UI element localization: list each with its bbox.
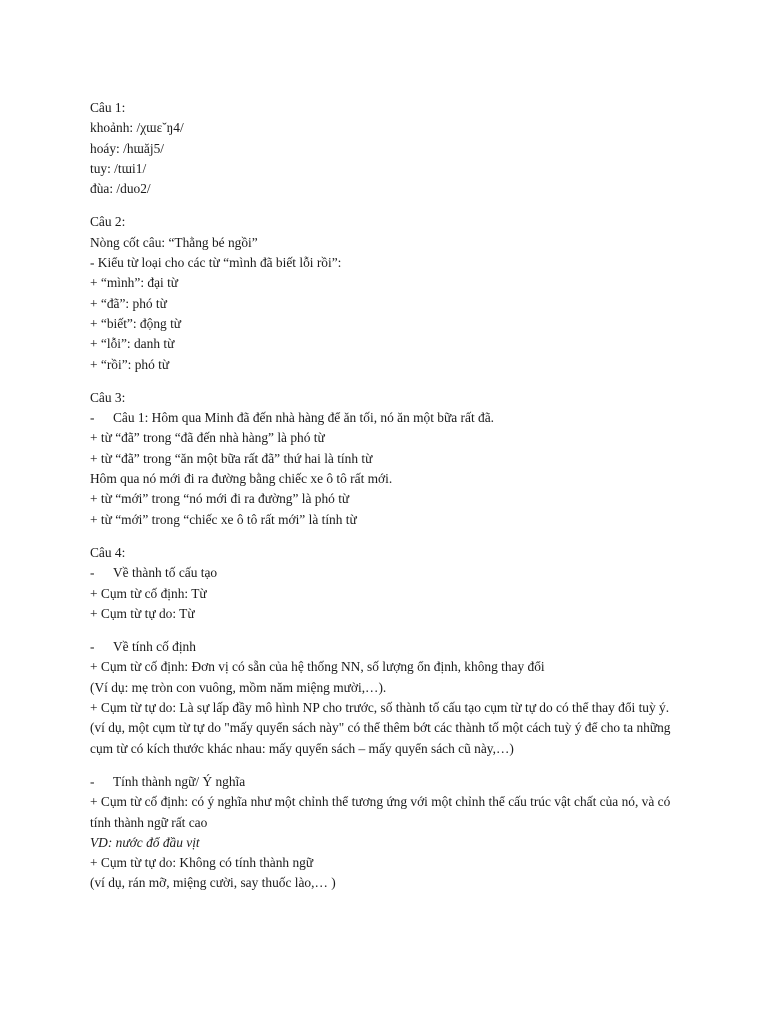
dash-marker: - (90, 773, 95, 789)
cau4-line: + Cụm từ cố định: có ý nghĩa như một chỉnh thể tương ứng với một chỉnh thể cấu trúc vật chất của nó, và có tính thành ngữ rất cao (90, 794, 671, 830)
cau4-bullet (90, 563, 690, 583)
cau3-title: Câu 3: (90, 389, 126, 405)
cau4-example: VD: nước đổ đầu vịt (90, 834, 200, 850)
cau2-line: + “lỗi”: danh từ (90, 336, 175, 352)
cau4-line: (Ví dụ: mẹ tròn con vuông, mồm năm miệng mười,…). (90, 679, 387, 695)
cau4-line: + Cụm từ tự do: Không có tính thành ngữ (90, 855, 314, 871)
cau3-line: Hôm qua nó mới đi ra đường bằng chiếc xe ô tô rất mới. (90, 471, 393, 487)
document-body (90, 98, 690, 894)
cau4-line: (ví dụ, một cụm từ tự do "mấy quyển sách này" có thể thêm bớt các thành tố một cách tuỳ ý để cho ta những cụm từ có kích thước khác nhau: mấy quyển sách – mấy quyển sách cũ này,…) (90, 720, 671, 756)
dash-marker: - (90, 639, 95, 655)
cau1-line: khoảnh: /χɯɛ˘ŋ4/ (90, 120, 184, 136)
cau4-line: + Cụm từ tự do: Là sự lấp đầy mô hình NP cho trước, số thành tố cấu tạo cụm từ tự do có thể thay đổi tuỳ ý. (90, 700, 670, 716)
cau4-title: Câu 4: (90, 544, 126, 560)
cau3-line: + từ “đã” trong “ăn một bữa rất đã” thứ hai là tính từ (90, 450, 373, 466)
cau4-bullet-text: Về thành tố cấu tạo (113, 565, 218, 581)
cau4-bullet-text: Tính thành ngữ/ Ý nghĩa (113, 773, 246, 789)
dash-marker: - (90, 410, 95, 426)
cau4-bullet (90, 637, 690, 657)
cau4-bullet-text: Về tính cố định (113, 639, 196, 655)
cau2-line: - Kiểu từ loại cho các từ “mình đã biết lỗi rồi”: (90, 255, 342, 271)
cau4-line: (ví dụ, rán mỡ, miệng cười, say thuốc lào,… ) (90, 875, 336, 891)
cau4-line: + Cụm từ tự do: Từ (90, 605, 195, 621)
cau1-line: đùa: /duo2/ (90, 181, 151, 197)
cau3-line: + từ “đã” trong “đã đến nhà hàng” là phó từ (90, 430, 325, 446)
cau4-bullet (90, 772, 690, 792)
cau2-line: + “đã”: phó từ (90, 295, 167, 311)
cau2-line: Nòng cốt câu: “Thằng bé ngồi” (90, 234, 258, 250)
cau2-line: + “rồi”: phó từ (90, 356, 170, 372)
cau2-line: + “biết”: động từ (90, 315, 182, 331)
cau3-bullet (90, 408, 690, 428)
cau4-line: + Cụm từ cố định: Đơn vị có sẵn của hệ thống NN, số lượng ổn định, không thay đổi (90, 659, 545, 675)
cau3-bullet-text: Câu 1: Hôm qua Minh đã đến nhà hàng để ăn tối, nó ăn một bữa rất đã. (113, 410, 494, 426)
dash-marker: - (90, 565, 95, 581)
cau4-line: + Cụm từ cố định: Từ (90, 585, 207, 601)
cau3-line: + từ “mới” trong “chiếc xe ô tô rất mới” là tính từ (90, 511, 357, 527)
cau1-title: Câu 1: (90, 100, 126, 115)
cau2-line: + “mình”: đại từ (90, 275, 179, 291)
cau1-line: tuy: /tɯi1/ (90, 160, 147, 176)
cau2-title: Câu 2: (90, 214, 126, 230)
cau1-line: hoáy: /hɯăj5/ (90, 140, 165, 156)
cau3-line: + từ “mới” trong “nó mới đi ra đường” là phó từ (90, 491, 350, 507)
